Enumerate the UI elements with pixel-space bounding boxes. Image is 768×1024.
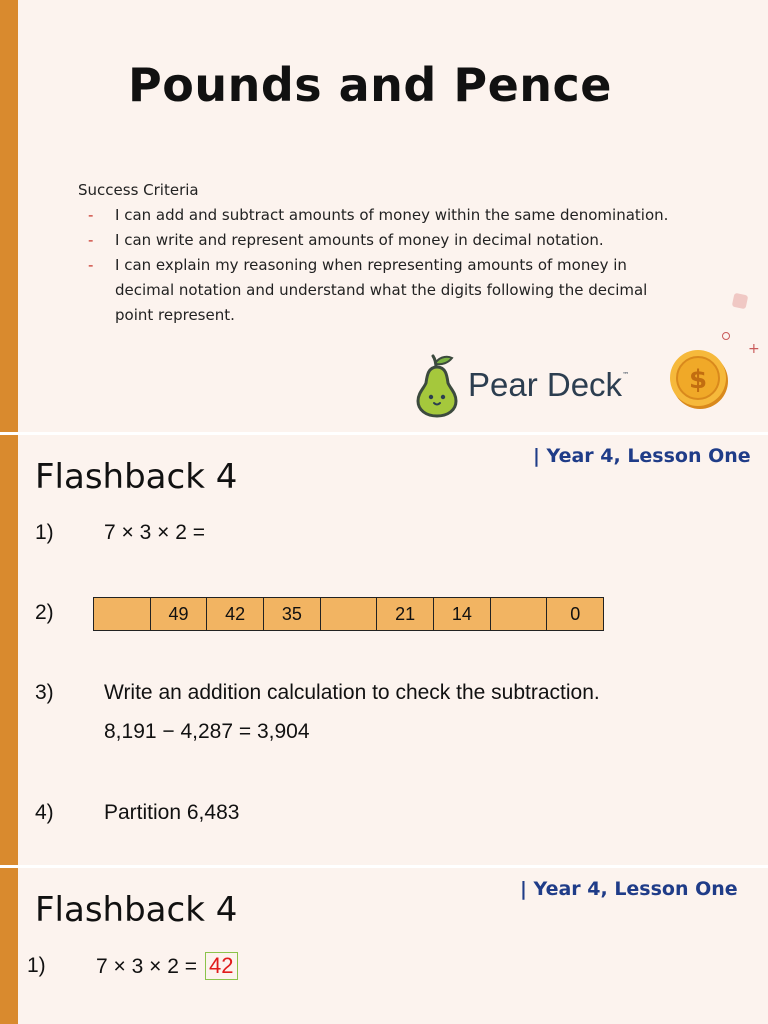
- slide-pounds-and-pence: [0, 0, 768, 432]
- accent-bar: [0, 0, 18, 432]
- success-criteria-list: [78, 203, 678, 328]
- sequence-cell[interactable]: [321, 598, 378, 630]
- coin-symbol: $: [688, 365, 708, 395]
- slide-flashback-answers: [0, 868, 768, 1024]
- question-1-text: 7 × 3 × 2 =: [96, 955, 198, 978]
- success-criteria-heading: Success Criteria: [78, 181, 199, 199]
- flashback-title: Flashback 4: [35, 890, 238, 930]
- trademark: ™: [622, 371, 630, 379]
- accent-bar: [0, 868, 18, 1024]
- decorative-square: [732, 293, 749, 310]
- question-1-number: 1): [35, 521, 54, 544]
- pear-deck-logo: [414, 352, 629, 418]
- criteria-item: - I can write and represent amounts of money in decimal notation.: [78, 228, 678, 253]
- question-2-number: 2): [35, 601, 54, 624]
- sequence-cell: 0: [547, 598, 603, 630]
- question-4-number: 4): [35, 801, 54, 824]
- lesson-label: | Year 4, Lesson One: [533, 445, 751, 467]
- criteria-item: - I can add and subtract amounts of money within the same denomination.: [78, 203, 678, 228]
- sequence-cell: 14: [434, 598, 491, 630]
- sequence-cell: 35: [264, 598, 321, 630]
- question-3-equation: 8,191 − 4,287 = 3,904: [104, 720, 310, 743]
- question-3-number: 3): [35, 681, 54, 704]
- accent-bar: [0, 435, 18, 865]
- sequence-cell: 49: [151, 598, 208, 630]
- question-1-text: 7 × 3 × 2 =: [104, 521, 206, 544]
- decorative-plus-icon: +: [748, 341, 760, 357]
- criteria-item: - I can explain my reasoning when representing amounts of money in decimal notation and understand what the digits following the decimal point represent.: [78, 253, 678, 328]
- question-1-row: [96, 952, 238, 980]
- decorative-circle: [722, 332, 730, 340]
- answer-box: 42: [205, 952, 237, 980]
- slide-flashback-questions: [0, 435, 768, 865]
- pear-icon: [414, 352, 460, 418]
- question-4-text: Partition 6,483: [104, 801, 240, 824]
- sequence-cell: 21: [377, 598, 434, 630]
- sequence-cell[interactable]: [94, 598, 151, 630]
- sequence-cell[interactable]: [491, 598, 548, 630]
- flashback-title: Flashback 4: [35, 457, 238, 497]
- coin-icon: [667, 346, 733, 412]
- page-title: Pounds and Pence: [128, 58, 612, 112]
- success-criteria: [78, 178, 678, 328]
- question-1-number: 1): [27, 954, 46, 977]
- pear-deck-wordmark: Pear Deck: [468, 366, 623, 403]
- number-sequence: [93, 597, 604, 631]
- sequence-cell: 42: [207, 598, 264, 630]
- lesson-label: | Year 4, Lesson One: [520, 878, 738, 900]
- question-3-text: Write an addition calculation to check the subtraction.: [104, 681, 600, 704]
